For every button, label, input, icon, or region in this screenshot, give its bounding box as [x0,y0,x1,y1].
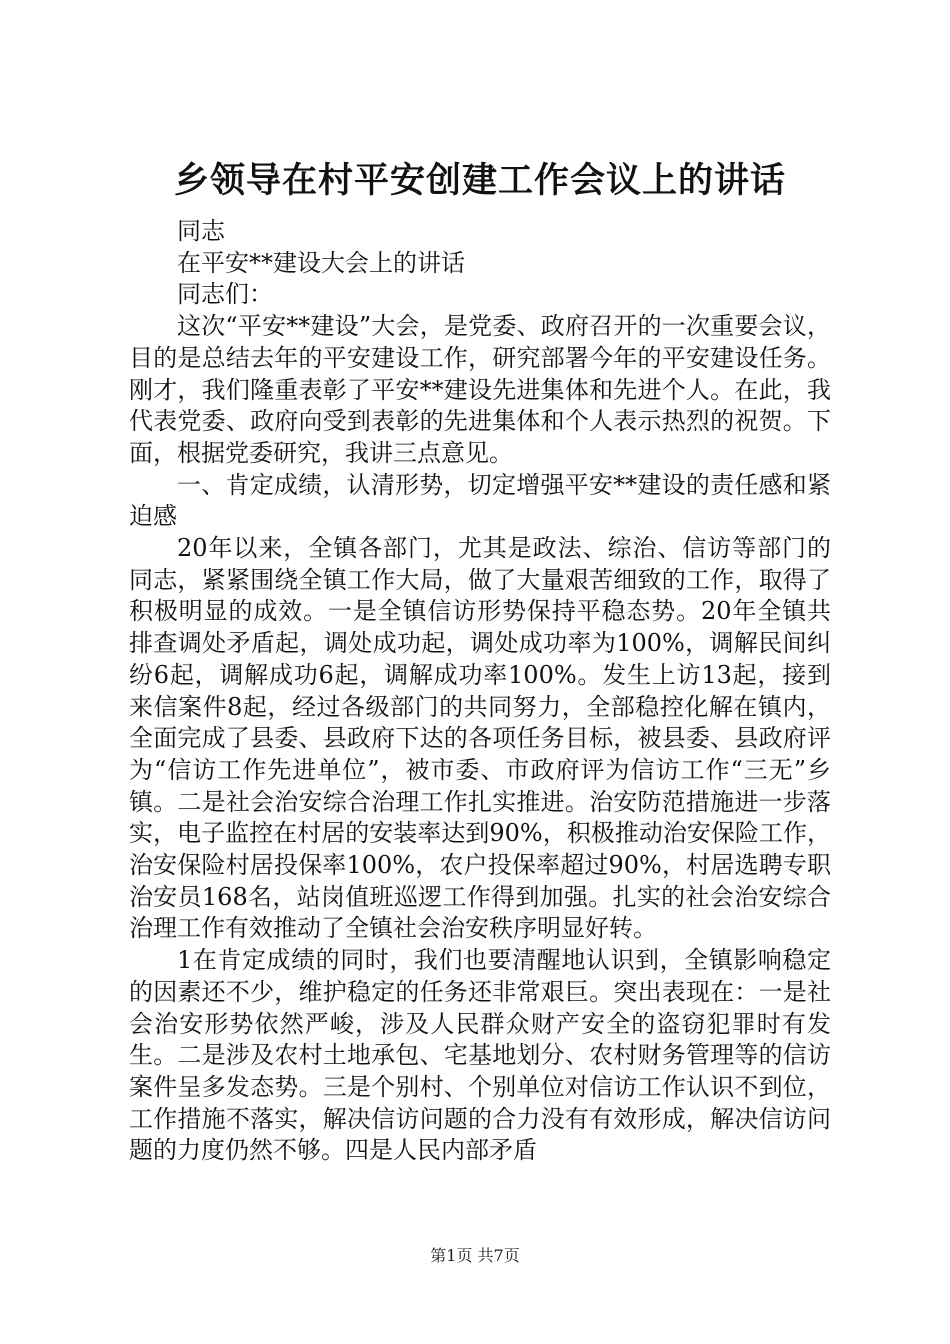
paragraph-intro: 这次“平安**建设”大会，是党委、政府召开的一次重要会议，目的是总结去年的平安建设工作，研究部署今年的平安建设任务。刚才，我们隆重表彰了平安**建设先进集体和先进个人。在此，我代表党委、政府向受到表彰的先进集体和个人表示热烈的祝贺。下面，根据党委研究，我讲三点意见。 [129,312,831,467]
greeting: 同志们： [177,280,273,309]
paragraph-achievements: 20年以来，全镇各部门，尤其是政法、综治、信访等部门的同志，紧紧围绕全镇工作大局，做了大量艰苦细致的工作，取得了积极明显的成效。一是全镇信访形势保持平稳态势。20年全镇共排查调处矛盾起，调处成功起，调处成功率为100%，调解民间纠纷6起，调解成功6起，调解成功率100%。发生上访13起，接到来信案件8起，经过各级部门的共同努力，全部稳控化解在镇内，全面完成了县委、县政府下达的各项任务目标，被县委、县政府评为“信访工作先进单位”，被市委、市政府评为信访工作“三无”乡镇。二是社会治安综合治理工作扎实推进。治安防范措施进一步落实，电子监控在村居的安装率达到90%，积极推动治安保险工作，治安保险村居投保率100%，农户投保率超过90%，村居选聘专职治安员168名，站岗值班巡逻工作得到加强。扎实的社会治安综合治理工作有效推动了全镇社会治安秩序明显好转。 [129,534,831,943]
speech-subtitle: 在平安**建设大会上的讲话 [177,248,465,277]
document-page [129,150,831,1167]
paragraph-challenges: 1在肯定成绩的同时，我们也要清醒地认识到，全镇影响稳定的因素还不少，维护稳定的任务还非常艰巨。突出表现在：一是社会治安形势依然严峻，涉及人民群众财产安全的盗窃犯罪时有发生。二是涉及农村土地承包、宅基地划分、农村财务管理等的信访案件呈多发态势。三是个别村、个别单位对信访工作认识不到位，工作措施不落实，解决信访问题的合力没有有效形成，解决信访问题的力度仍然不够。四是人民内部矛盾 [129,946,831,1165]
section-heading-1: 一、肯定成绩，认清形势，切定增强平安**建设的责任感和紧迫感 [129,470,831,531]
document-title: 乡领导在村平安创建工作会议上的讲话 [173,161,786,201]
page-number-footer: 第1页 共7页 [430,1246,520,1265]
salutation: 同志 [177,217,225,245]
